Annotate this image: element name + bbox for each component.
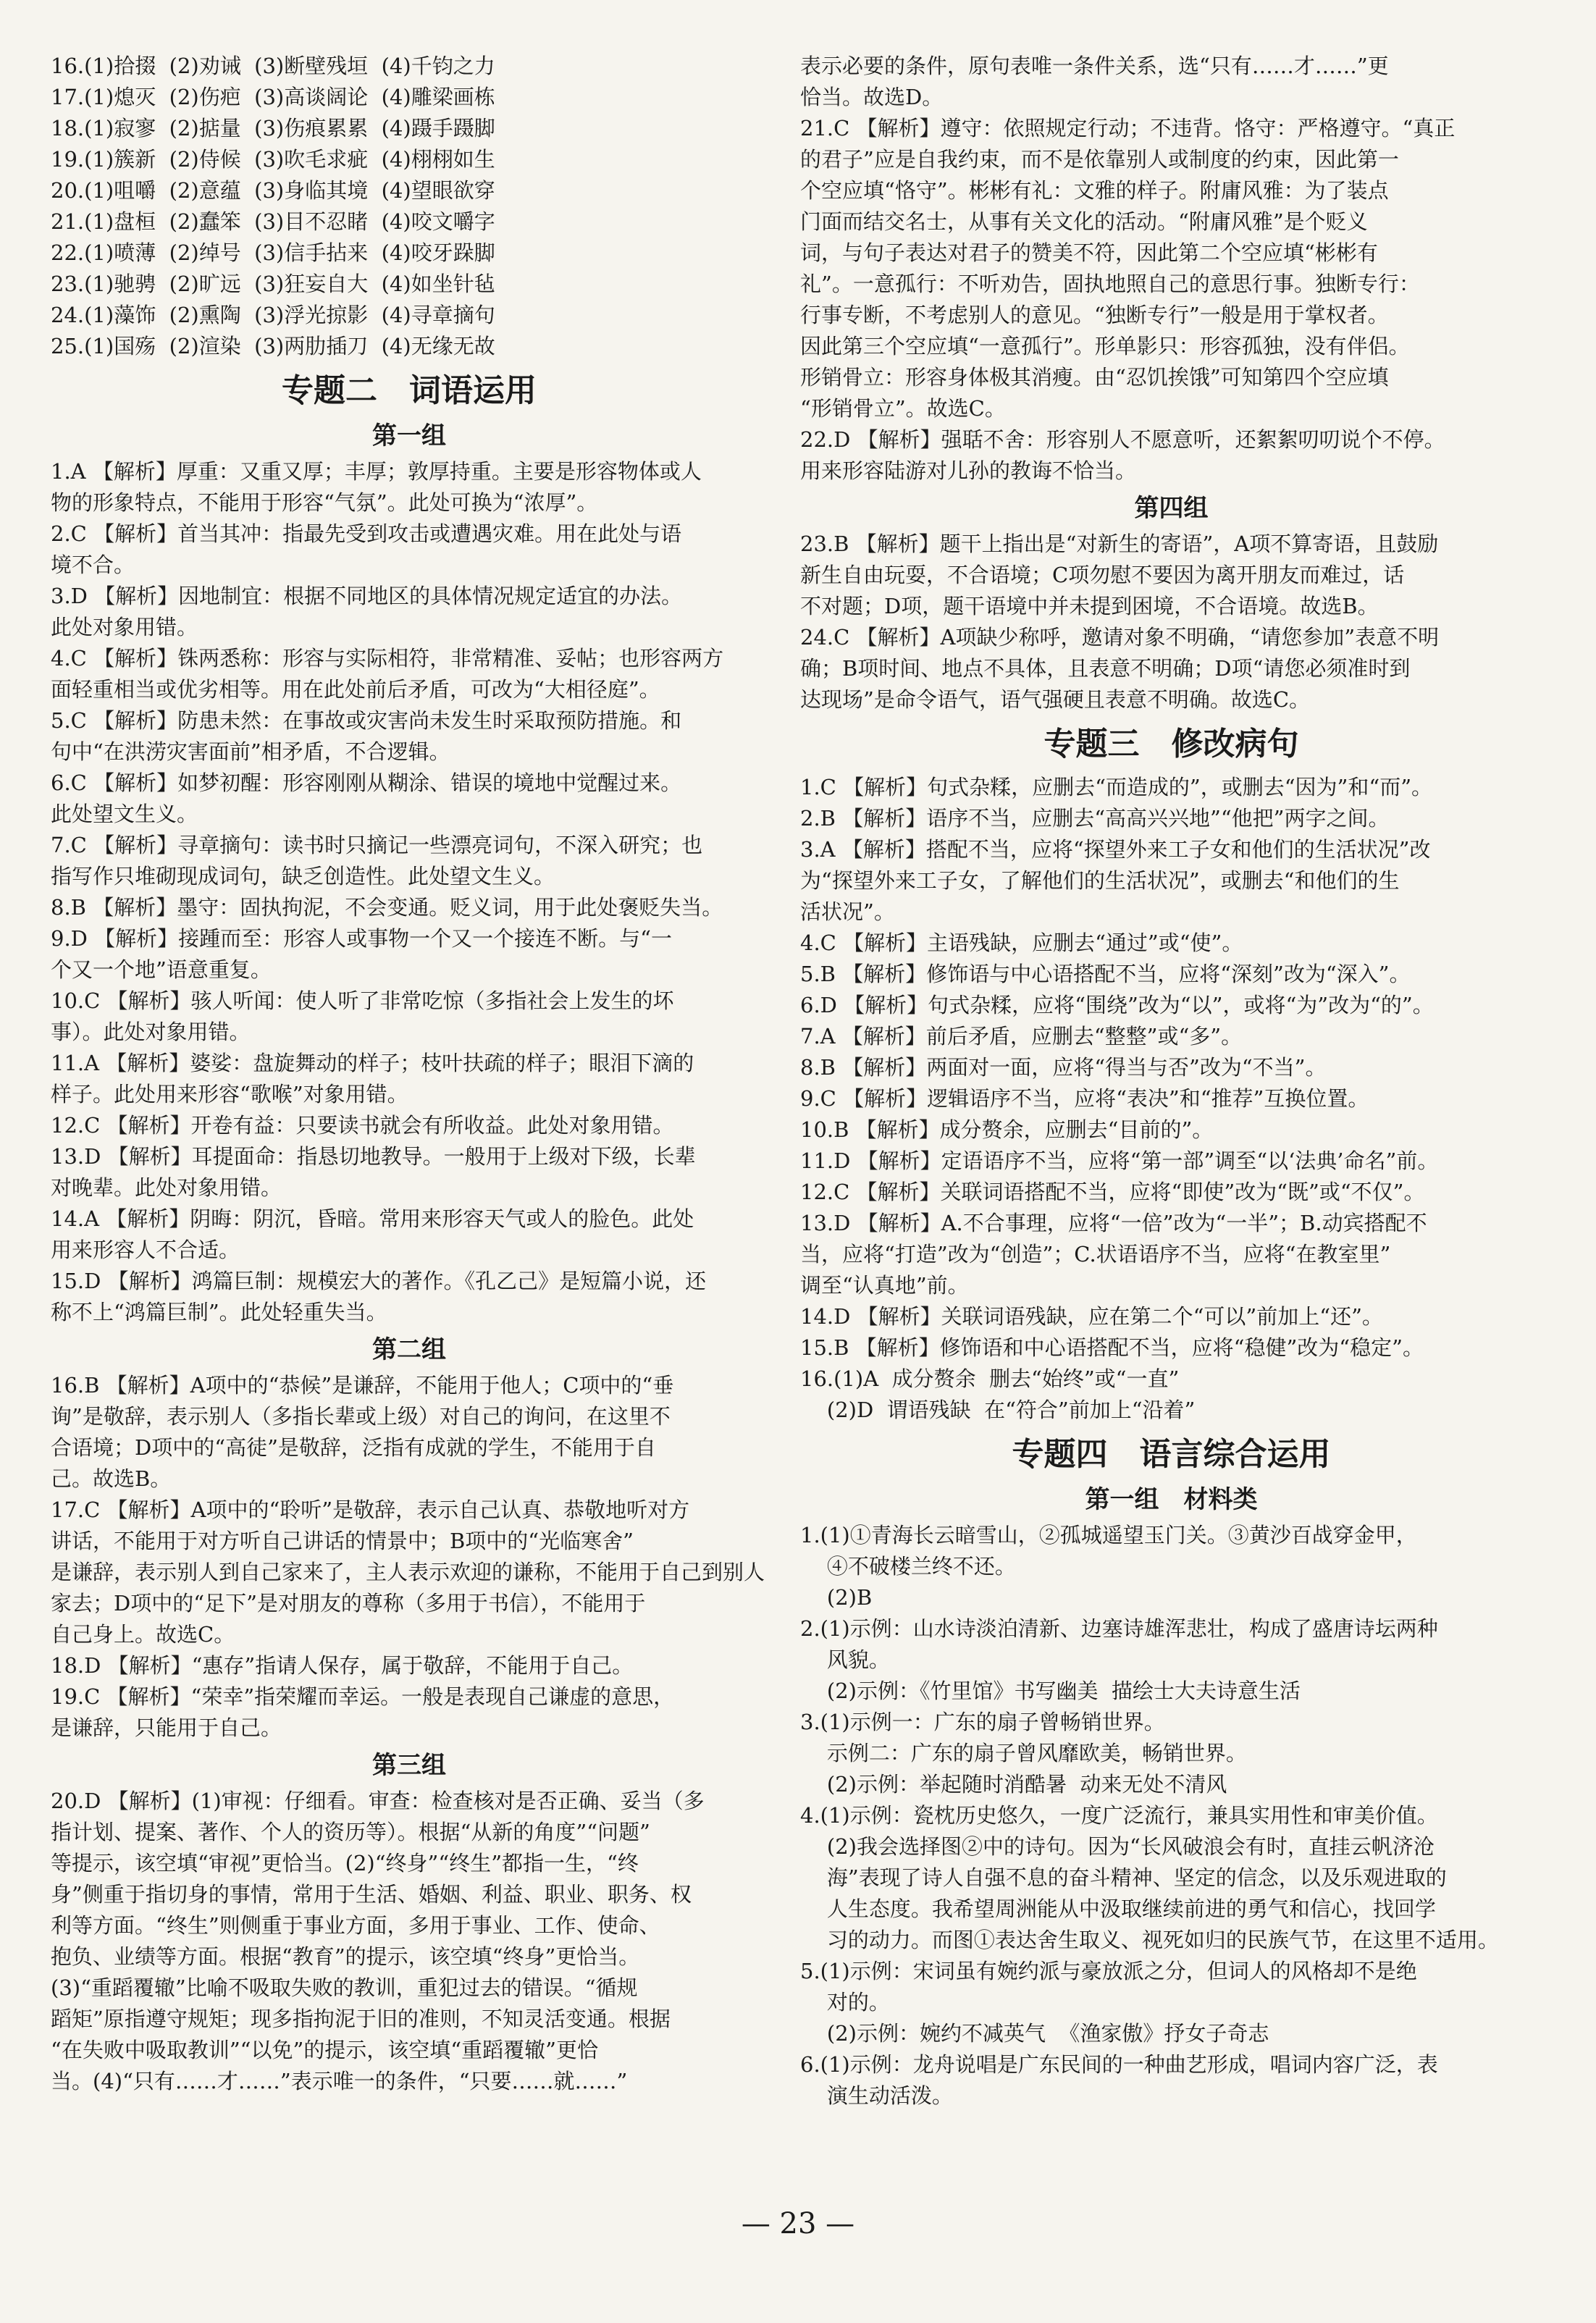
group3-answers — [51, 1786, 768, 2097]
text-line: 24.C 【解析】A项缺少称呼，邀请对象不明确，“请您参加”表意不明 — [800, 625, 1440, 650]
text-line: (2)示例：婉约不减英气 《渔家傲》抒女子奇志 — [800, 2021, 1269, 2046]
text-line: 14.D 【解析】关联词语残缺，应在第二个“可以”前加上“还”。 — [800, 1304, 1383, 1329]
text-line: 样子。此处用来形容“歌喉”对象用错。 — [51, 1082, 408, 1106]
text-line: 7.A 【解析】前后矛盾，应删去“整整”或“多”。 — [800, 1024, 1243, 1049]
text-line: 4.(1)示例：瓷枕历史悠久，一度广泛流行，兼具实用性和审美价值。 — [800, 1803, 1438, 1828]
text-line: 称不上“鸿篇巨制”。此处轻重失当。 — [51, 1300, 387, 1324]
topic4-answers — [800, 1520, 1542, 2112]
text-line: 海”表现了诗人自强不息的奋斗精神、坚定的信念，以及乐观进取的 — [800, 1865, 1447, 1890]
text-line: 16.(1)拾掇 (2)劝诫 (3)断壁残垣 (4)千钧之力 — [51, 54, 495, 78]
text-line: 16.B 【解析】A项中的“恭候”是谦辞，不能用于他人；C项中的“垂 — [51, 1373, 674, 1398]
text-line: 14.A 【解析】阴晦：阴沉，昏暗。常用来形容天气或人的脸色。此处 — [51, 1206, 694, 1231]
text-line: 为“探望外来工子女，了解他们的生活状况”，或删去“和他们的生 — [800, 868, 1400, 893]
text-line: 调至“认真地”前。 — [800, 1273, 969, 1298]
text-line: 11.D 【解析】定语语序不当，应将“第一部”调至“以‘法典’命名”前。 — [800, 1148, 1439, 1173]
page-number: — 23 — — [741, 2207, 855, 2240]
text-line: 新生自由玩耍，不合语境；C项勿慰不要因为离开朋友而难过，话 — [800, 563, 1405, 587]
text-line: 11.A 【解析】婆娑：盘旋舞动的样子；枝叶扶疏的样子；眼泪下滴的 — [51, 1051, 694, 1075]
text-line: “在失败中吸取教训”“以免”的提示，该空填“重蹈覆辙”更恰 — [51, 2038, 598, 2062]
text-line: 对晚辈。此处对象用错。 — [51, 1175, 282, 1200]
text-line: 不对题；D项，题干语境中并未提到困境，不合语境。故选B。 — [800, 594, 1379, 618]
text-line: 句中“在洪涝灾害面前”相矛盾，不合逻辑。 — [51, 739, 450, 764]
text-line: 22.(1)喷薄 (2)绰号 (3)信手拈来 (4)咬牙跺脚 — [51, 240, 495, 265]
text-line: 1.C 【解析】句式杂糅，应删去“而造成的”，或删去“因为”和“而”。 — [800, 775, 1433, 799]
text-line: 8.B 【解析】墨守：固执拘泥，不会变通。贬义词，用于此处褒贬失当。 — [51, 895, 723, 920]
text-line: (2)B — [800, 1585, 873, 1610]
right-column — [800, 51, 1542, 2112]
text-line: 5.(1)示例：宋词虽有婉约派与豪放派之分，但词人的风格却不是绝 — [800, 1959, 1417, 1983]
text-line: 物的形象特点，不能用于形容“气氛”。此处可换为“浓厚”。 — [51, 490, 598, 515]
text-line: 7.C 【解析】寻章摘句：读书时只摘记一些漂亮词句，不深入研究；也 — [51, 833, 703, 857]
text-line: 恰当。故选D。 — [800, 85, 944, 109]
text-line: 是谦辞，表示别人到自己家来了，主人表示欢迎的谦称，不能用于自己到别人 — [51, 1560, 765, 1584]
group-heading-material: 第一组 材料类 — [1085, 1485, 1258, 1514]
group1-answers — [51, 456, 768, 1328]
text-line: 2.(1)示例：山水诗淡泊清新、边塞诗雄浑悲壮，构成了盛唐诗坛两种 — [800, 1616, 1438, 1641]
text-line: ④不破楼兰终不还。 — [800, 1554, 1016, 1579]
text-line: 4.C 【解析】主语残缺，应删去“通过”或“使”。 — [800, 931, 1243, 955]
text-line: 指计划、提案、著作、个人的资历等）。根据“从新的角度”“问题” — [51, 1820, 650, 1844]
text-line: 自己身上。故选C。 — [51, 1622, 235, 1647]
text-line: 身”侧重于指切身的事情，常用于生活、婚姻、利益、职业、职务、权 — [51, 1882, 692, 1907]
text-line: (3)“重蹈覆辙”比喻不吸取失败的教训，重犯过去的错误。“循规 — [51, 1975, 638, 2000]
text-line: 形销骨立：形容身体极其消瘦。由“忍饥挨饿”可知第四个空应填 — [800, 365, 1389, 390]
text-line: 抱负、业绩等方面。根据“教育”的提示，该空填“终身”更恰当。 — [51, 1944, 640, 1969]
text-line: 讲话，不能用于对方听自己讲话的情景中；B项中的“光临寒舍” — [51, 1529, 634, 1553]
group3-answers-continued — [800, 51, 1542, 113]
text-line: 此处望文生义。 — [51, 802, 198, 826]
text-line: 2.C 【解析】首当其冲：指最先受到攻击或遭遇灾难。用在此处与语 — [51, 521, 682, 546]
text-line: 17.C 【解析】A项中的“聆听”是敬辞，表示自己认真、恭敬地听对方 — [51, 1497, 690, 1522]
text-line: 6.D 【解析】句式杂糅，应将“围绕”改为“以”，或将“为”改为“的”。 — [800, 993, 1434, 1017]
text-line: 己。故选B。 — [51, 1466, 172, 1491]
text-line: 人生态度。我希望周洲能从中汲取继续前进的勇气和信心，找回学 — [800, 1896, 1436, 1921]
text-line: 个空应填“恪守”。彬彬有礼：文雅的样子。附庸风雅：为了装点 — [800, 178, 1389, 203]
text-line: 达现场”是命令语气，语气强硬且表意不明确。故选C。 — [800, 687, 1311, 712]
text-line: 17.(1)熄灭 (2)伤疤 (3)高谈阔论 (4)雕梁画栋 — [51, 85, 495, 109]
text-line: 19.C 【解析】“荣幸”指荣耀而幸运。一般是表现自己谦虚的意思， — [51, 1684, 675, 1709]
left-column — [51, 51, 768, 2097]
text-line: 境不合。 — [51, 553, 135, 577]
text-line: 22.D 【解析】强聒不舍：形容别人不愿意听，还絮絮叨叨说个不停。 — [800, 427, 1445, 452]
text-line: (2)示例：《竹里馆》书写幽美 描绘士大夫诗意生活 — [800, 1679, 1301, 1703]
text-line: 习的动力。而图①表达舍生取义、视死如归的民族气节，在这里不适用。 — [800, 1928, 1499, 1952]
group-heading-3: 第三组 — [372, 1751, 446, 1780]
text-line: 是谦辞，只能用于自己。 — [51, 1715, 282, 1740]
text-line: 2.B 【解析】语序不当，应删去“高高兴兴地”“他把”两字之间。 — [800, 806, 1390, 831]
text-line: 19.(1)簇新 (2)侍候 (3)吹毛求疵 (4)栩栩如生 — [51, 147, 495, 172]
text-line: 此处对象用错。 — [51, 615, 198, 639]
text-line: 示例二：广东的扇子曾风靡欧美，畅销世界。 — [800, 1741, 1247, 1765]
text-line: 演生动活泼。 — [800, 2083, 953, 2108]
text-line: 21.(1)盘桓 (2)蠢笨 (3)目不忍睹 (4)咬文嚼字 — [51, 209, 495, 234]
text-line: 6.(1)示例：龙舟说唱是广东民间的一种曲艺形成，唱词内容广泛，表 — [800, 2052, 1438, 2077]
group-heading-2: 第二组 — [372, 1335, 446, 1364]
text-line: 18.(1)寂寥 (2)掂量 (3)伤痕累累 (4)蹑手蹑脚 — [51, 116, 495, 140]
group-heading-4: 第四组 — [1134, 494, 1209, 523]
text-line: 用来形容人不合适。 — [51, 1238, 240, 1262]
section-heading-topic4: 专题四 语言综合运用 — [1012, 1436, 1331, 1473]
text-line: 礼”。一意孤行：不听劝告，固执地照自己的意思行事。独断专行： — [800, 272, 1420, 296]
text-line: 利等方面。“终生”则侧重于事业方面，多用于事业、工作、使命、 — [51, 1913, 660, 1938]
text-line: 指写作只堆砌现成词句，缺乏创造性。此处望文生义。 — [51, 864, 555, 889]
text-line: 21.C 【解析】遵守：依照规定行动；不违背。恪守：严格遵守。“真正 — [800, 116, 1456, 140]
text-line: 5.B 【解析】修饰语与中心语搭配不当，应将“深刻”改为“深入”。 — [800, 962, 1411, 986]
text-line: 对的。 — [800, 1990, 890, 2015]
text-line: 24.(1)藻饰 (2)熏陶 (3)浮光掠影 (4)寻章摘句 — [51, 303, 495, 327]
text-line: 15.D 【解析】鸿篇巨制：规模宏大的著作。《孔乙己》是短篇小说，还 — [51, 1269, 707, 1293]
text-line: (2)我会选择图②中的诗句。因为“长风破浪会有时，直挂云帆济沧 — [800, 1834, 1435, 1859]
text-line: 个又一个地”语意重复。 — [51, 957, 272, 982]
section-heading-topic2: 专题二 词语运用 — [282, 372, 537, 409]
text-line: 1.A 【解析】厚重：又重又厚；丰厚；敦厚持重。主要是形容物体或人 — [51, 459, 702, 484]
group-heading-1: 第一组 — [372, 421, 446, 450]
text-line: 确；B项时间、地点不具体，且表意不明确；D项“请您必须准时到 — [800, 656, 1411, 681]
text-line: 10.B 【解析】成分赘余，应删去“目前的”。 — [800, 1117, 1214, 1142]
text-line: 蹈矩”原指遵守规矩；现多指拘泥于旧的准则，不知灵活变通。根据 — [51, 2007, 671, 2031]
text-line: 行事专断，不考虑别人的意见。“独断专行”一般是用于掌权者。 — [800, 303, 1389, 327]
text-line: 9.C 【解析】逻辑语序不当，应将“表决”和“推荐”互换位置。 — [800, 1086, 1369, 1111]
text-line: 1.(1)①青海长云暗雪山，②孤城遥望玉门关。③黄沙百战穿金甲， — [800, 1523, 1417, 1547]
text-line: 活状况”。 — [800, 899, 895, 924]
text-line: 词，与句子表达对君子的赞美不符，因此第二个空应填“彬彬有 — [800, 240, 1378, 265]
text-line: 风貌。 — [800, 1647, 890, 1672]
text-line: 门面而结交名士，从事有关文化的活动。“附庸风雅”是个贬义 — [800, 209, 1368, 234]
text-line: 3.(1)示例一：广东的扇子曾畅销世界。 — [800, 1710, 1165, 1734]
group4-answers — [800, 529, 1542, 715]
group2-answers — [51, 1370, 768, 1744]
text-line: (2)D 谓语残缺 在“符合”前加上“沿着” — [800, 1398, 1196, 1422]
text-line: 13.D 【解析】耳提面命：指恳切地教导。一般用于上级对下级，长辈 — [51, 1144, 696, 1169]
text-line: 6.C 【解析】如梦初醒：形容刚刚从糊涂、错误的境地中觉醒过来。 — [51, 770, 682, 795]
text-line: 事）。此处对象用错。 — [51, 1020, 251, 1044]
text-line: 3.D 【解析】因地制宜：根据不同地区的具体情况规定适宜的办法。 — [51, 584, 683, 608]
text-line: 合语境；D项中的“高徒”是敬辞，泛指有成就的学生，不能用于自 — [51, 1435, 656, 1460]
text-line: 表示必要的条件，原句表唯一条件关系，选“只有……才……”更 — [800, 54, 1389, 78]
text-line: 25.(1)国殇 (2)渲染 (3)两肋插刀 (4)无缘无故 — [51, 334, 495, 358]
group3-answers-more — [800, 113, 1542, 487]
text-line: 20.D 【解析】(1)审视：仔细看。审查：检查核对是否正确、妥当（多 — [51, 1789, 705, 1813]
text-line: 12.C 【解析】关联词语搭配不当，应将“即使”改为“既”或“不仅”。 — [800, 1180, 1425, 1204]
text-line: 面轻重相当或优劣相等。用在此处前后矛盾，可改为“大相径庭”。 — [51, 677, 660, 702]
text-line: 12.C 【解析】开卷有益：只要读书就会有所收益。此处对象用错。 — [51, 1113, 674, 1138]
text-line: 3.A 【解析】搭配不当，应将“探望外来工子女和他们的生活状况”改 — [800, 837, 1431, 862]
text-line: 13.D 【解析】A.不合事理，应将“一倍”改为“一半”；B.动宾搭配不 — [800, 1211, 1427, 1235]
text-line: 当，应将“打造”改为“创造”；C.状语语序不当，应将“在教室里” — [800, 1242, 1391, 1266]
text-line: 9.D 【解析】接踵而至：形容人或事物一个又一个接连不断。与“一 — [51, 926, 672, 951]
text-line: 当。(4)“只有……才……”表示唯一的条件，“只要……就……” — [51, 2069, 628, 2093]
text-line: 10.C 【解析】骇人听闻：使人听了非常吃惊（多指社会上发生的坏 — [51, 988, 674, 1013]
text-line: 16.(1)A 成分赘余 删去“始终”或“一直” — [800, 1366, 1180, 1391]
text-line: 18.D 【解析】“惠存”指请人保存，属于敬辞，不能用于自己。 — [51, 1653, 634, 1678]
text-line: (2)示例：举起随时消酷暑 动来无处不清风 — [800, 1772, 1227, 1797]
text-line: 5.C 【解析】防患未然：在事故或灾害尚未发生时采取预防措施。和 — [51, 708, 682, 733]
text-line: 20.(1)咀嚼 (2)意蕴 (3)身临其境 (4)望眼欲穿 — [51, 178, 495, 203]
text-line: 4.C 【解析】铢两悉称：形容与实际相符，非常精准、妥帖；也形容两方 — [51, 646, 724, 671]
text-line: 23.(1)驰骋 (2)旷远 (3)狂妄自大 (4)如坐针毡 — [51, 272, 495, 296]
text-line: 因此第三个空应填“一意孤行”。形单影只：形容孤独，没有伴侣。 — [800, 334, 1410, 358]
text-line: 的君子”应是自我约束，而不是依靠别人或制度的约束，因此第一 — [800, 147, 1399, 172]
text-line: 家去；D项中的“足下”是对朋友的尊称（多用于书信），不能用于 — [51, 1591, 646, 1616]
text-line: 23.B 【解析】题干上指出是“对新生的寄语”，A项不算寄语，且鼓励 — [800, 532, 1439, 556]
section-heading-topic3: 专题三 修改病句 — [1043, 726, 1299, 763]
text-line: 询”是敬辞，表示别人（多指长辈或上级）对自己的询问，在这里不 — [51, 1404, 671, 1429]
text-line: 15.B 【解析】修饰语和中心语搭配不当，应将“稳健”改为“稳定”。 — [800, 1335, 1424, 1360]
text-line: 等提示，该空填“审视”更恰当。(2)“终身”“终生”都指一生，“终 — [51, 1851, 639, 1875]
text-line: 8.B 【解析】两面对一面，应将“得当与否”改为“不当”。 — [800, 1055, 1327, 1080]
vocab-answer-list — [51, 51, 768, 362]
text-line: 用来形容陆游对儿孙的教诲不恰当。 — [800, 458, 1137, 483]
text-line: “形销骨立”。故选C。 — [800, 396, 1006, 421]
topic3-answers — [800, 772, 1542, 1426]
